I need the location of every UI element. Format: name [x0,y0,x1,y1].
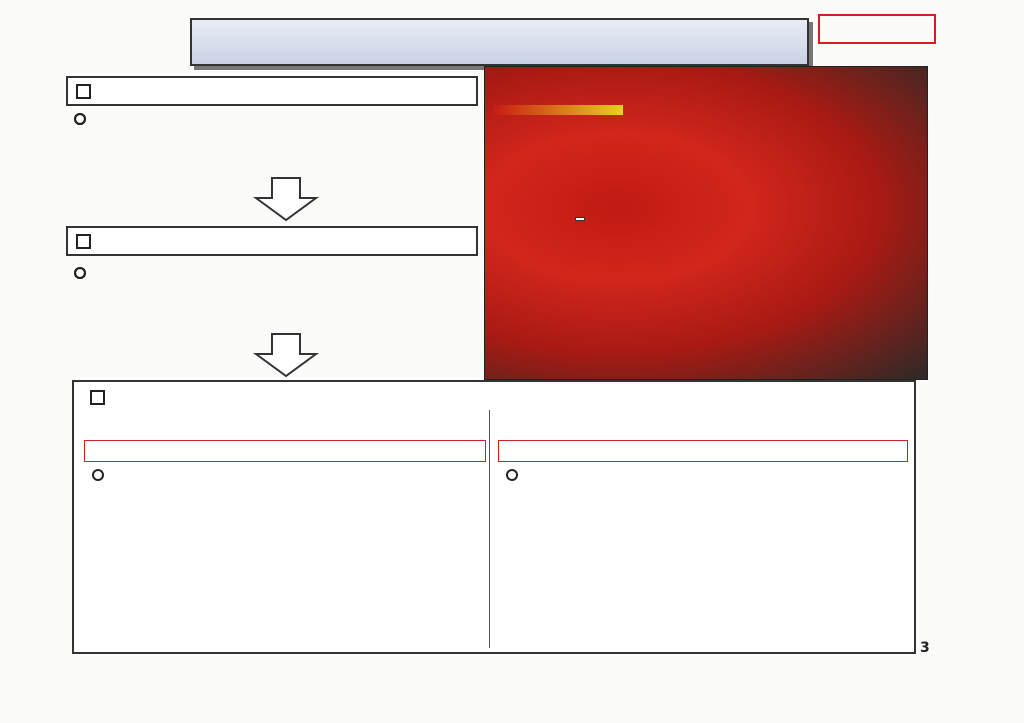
down-arrow-icon [252,332,320,378]
priority-item-left [84,440,486,462]
section-header-1 [66,76,478,106]
circle-bullet-icon [92,469,104,481]
down-arrow-icon [252,176,320,222]
title-banner [190,18,809,66]
column-divider [489,410,490,648]
checkbox-square-icon [76,234,91,249]
map-callout [575,217,585,221]
threat-density-map [484,66,928,380]
circle-bullet-icon [74,267,86,279]
classification-stamp [818,14,936,44]
force-operation-panel [72,380,916,654]
checkbox-square-icon [90,390,105,405]
map-legend-bar [493,105,623,115]
circle-bullet-icon [74,113,86,125]
section-header-3 [82,384,904,410]
page-number: 3 [920,640,930,656]
priority-item-right [498,440,908,462]
circle-bullet-icon [506,469,518,481]
checkbox-square-icon [76,84,91,99]
section-header-2 [66,226,478,256]
